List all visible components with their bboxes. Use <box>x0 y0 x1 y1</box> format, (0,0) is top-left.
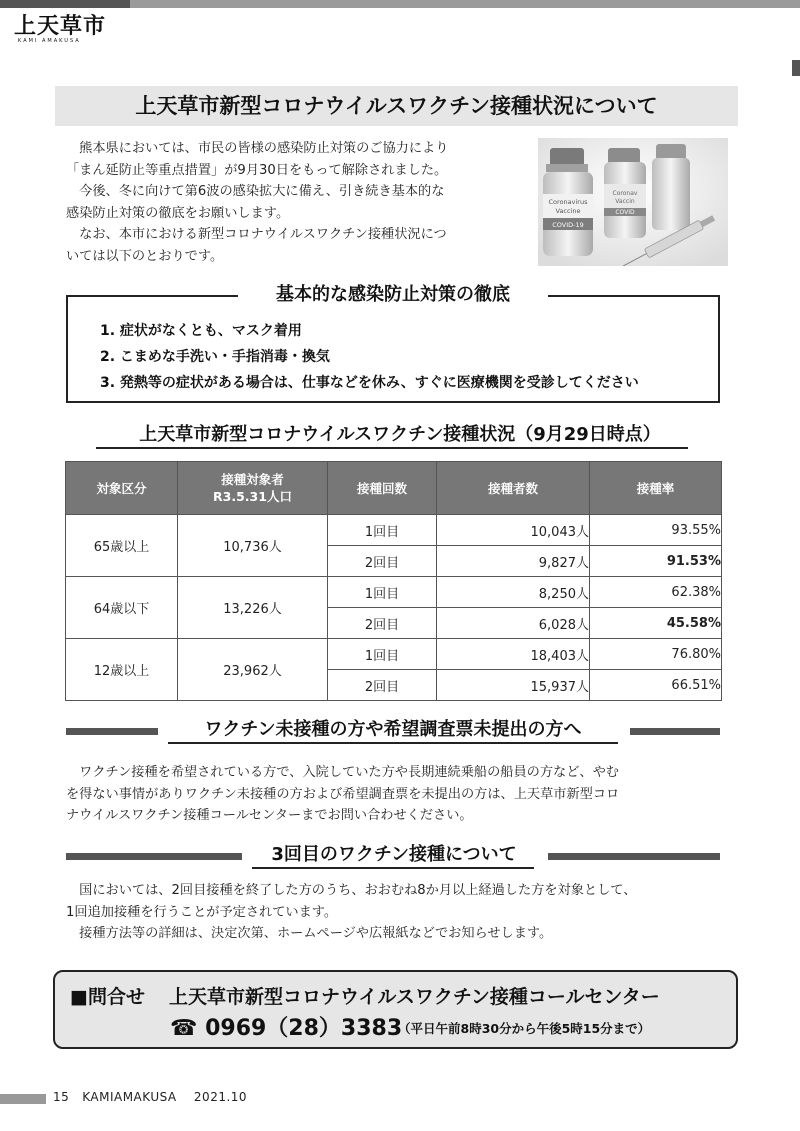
cell-count: 10,043人 <box>437 515 590 546</box>
section3-title: 3回目のワクチン接種について <box>271 844 517 865</box>
vial-text: COVID <box>615 209 635 216</box>
vaccination-table <box>65 461 722 701</box>
section2-paragraph <box>66 762 619 827</box>
page-title: 上天草市新型コロナウイルスワクチン接種状況について <box>135 94 658 118</box>
cell-category: 65歳以上 <box>66 515 178 577</box>
cell-count: 6,028人 <box>437 608 590 639</box>
section-rule-right <box>630 728 720 735</box>
header-dose: 接種回数 <box>328 462 437 515</box>
vial-text: Coronavirus <box>548 198 588 206</box>
issue-date: 2021.10 <box>193 1090 248 1104</box>
measures-title: 基本的な感染防止対策の徹底 <box>238 282 548 308</box>
table-title-underline <box>96 447 688 449</box>
contact-tel[interactable] <box>170 1011 402 1042</box>
section-rule-right <box>548 853 720 860</box>
cell-category: 64歳以下 <box>66 577 178 639</box>
intro-line: 感染防止対策の徹底をお願いします。 <box>66 205 290 221</box>
vial-text: Vaccine <box>555 207 581 215</box>
vial-text: Coronav <box>612 190 638 197</box>
paragraph-line: 接種方法等の詳細は、決定次第、ホームページや広報紙などでお知らせします。 <box>66 926 553 941</box>
logo-text: 上天草市 <box>14 13 107 39</box>
list-item: 3. 発熱等の症状がある場合は、仕事などを休み、すぐに医療機関を受診してください <box>100 375 639 391</box>
cell-dose: 1回目 <box>328 639 437 670</box>
section3-underline <box>252 867 534 869</box>
section-rule-left <box>66 853 242 860</box>
table-row <box>66 639 722 670</box>
paragraph-line: 国においては、2回目接種を終了した方のうち、おおむね8か月以上経過した方を対象として、 <box>66 883 637 898</box>
intro-paragraph <box>66 138 448 267</box>
cell-count: 15,937人 <box>437 670 590 701</box>
cell-rate: 45.58% <box>590 608 722 639</box>
cell-dose: 2回目 <box>328 546 437 577</box>
table-row <box>66 577 722 608</box>
header-population <box>178 462 328 515</box>
section3-paragraph <box>66 880 636 945</box>
paragraph-line: ナウイルスワクチン接種コールセンターまでお問い合わせください。 <box>66 808 473 823</box>
vaccine-photo <box>538 138 728 266</box>
footer-bar <box>0 1094 46 1104</box>
cell-count: 18,403人 <box>437 639 590 670</box>
paragraph-line: 1回追加接種を行うことが予定されています。 <box>66 904 338 920</box>
contact-hours: （平日午前8時30分から午後5時15分まで） <box>398 1021 651 1036</box>
cell-rate: 62.38% <box>590 577 722 608</box>
header-category: 対象区分 <box>66 462 178 515</box>
list-item: 1. 症状がなくとも、マスク着用 <box>100 323 302 339</box>
cell-category: 12歳以上 <box>66 639 178 701</box>
header-population-line: 接種対象者 <box>221 472 284 487</box>
intro-line: いては以下のとおりです。 <box>66 248 224 264</box>
measures-list <box>100 318 639 396</box>
contact-label: ■問合せ <box>70 986 145 1008</box>
title-box <box>55 86 738 126</box>
side-tab <box>792 60 800 76</box>
cell-dose: 2回目 <box>328 670 437 701</box>
header-count: 接種者数 <box>437 462 590 515</box>
cell-population: 13,226人 <box>178 577 328 639</box>
logo-subtext: KAMI AMAKUSA <box>18 38 81 44</box>
cell-count: 9,827人 <box>437 546 590 577</box>
intro-line: 熊本県においては、市民の皆様の感染防止対策のご協力により <box>66 141 449 156</box>
page-number: 15 <box>53 1090 70 1104</box>
vial-text: Vaccin <box>615 198 635 205</box>
contact-line <box>70 982 660 1009</box>
header-rate: 接種率 <box>590 462 722 515</box>
intro-line: 今後、冬に向けて第6波の感染拡大に備え、引き続き基本的な <box>66 184 445 199</box>
footer <box>53 1090 247 1104</box>
cell-count: 8,250人 <box>437 577 590 608</box>
table-title: 上天草市新型コロナウイルスワクチン接種状況（9月29日時点） <box>139 424 661 445</box>
top-bar-accent <box>0 0 130 8</box>
logo <box>14 14 124 44</box>
cell-population: 23,962人 <box>178 639 328 701</box>
phone-number: 0969（28）3383 <box>205 1016 403 1041</box>
table-header-row <box>66 462 722 515</box>
cell-rate: 93.55% <box>590 515 722 546</box>
cell-rate: 76.80% <box>590 639 722 670</box>
cell-dose: 1回目 <box>328 515 437 546</box>
cell-rate: 91.53% <box>590 546 722 577</box>
section2-title: ワクチン未接種の方や希望調査票未提出の方へ <box>204 719 582 740</box>
cell-rate: 66.51% <box>590 670 722 701</box>
table-row <box>66 515 722 546</box>
cell-population: 10,736人 <box>178 515 328 577</box>
section2-underline <box>168 742 618 744</box>
paragraph-line: を得ない事情がありワクチン未接種の方および希望調査票を未提出の方は、上天草市新型コロ <box>66 786 620 802</box>
vial-text: COVID-19 <box>552 221 584 229</box>
list-item: 2. こまめな手洗い・手指消毒・換気 <box>100 349 330 365</box>
phone-icon: ☎ <box>170 1016 198 1041</box>
cell-dose: 2回目 <box>328 608 437 639</box>
contact-name: 上天草市新型コロナウイルスワクチン接種コールセンター <box>168 986 660 1008</box>
magazine-name: KAMIAMAKUSA <box>82 1090 177 1104</box>
section-rule-left <box>66 728 158 735</box>
header-population-line: R3.5.31人口 <box>213 489 292 504</box>
paragraph-line: ワクチン接種を希望されている方で、入院していた方や長期連続乗船の船員の方など、やむ <box>66 765 619 780</box>
cell-dose: 1回目 <box>328 577 437 608</box>
intro-line: なお、本市における新型コロナウイルスワクチン接種状況につ <box>66 227 447 242</box>
intro-line: 「まん延防止等重点措置」が9月30日をもって解除されました。 <box>66 162 448 178</box>
